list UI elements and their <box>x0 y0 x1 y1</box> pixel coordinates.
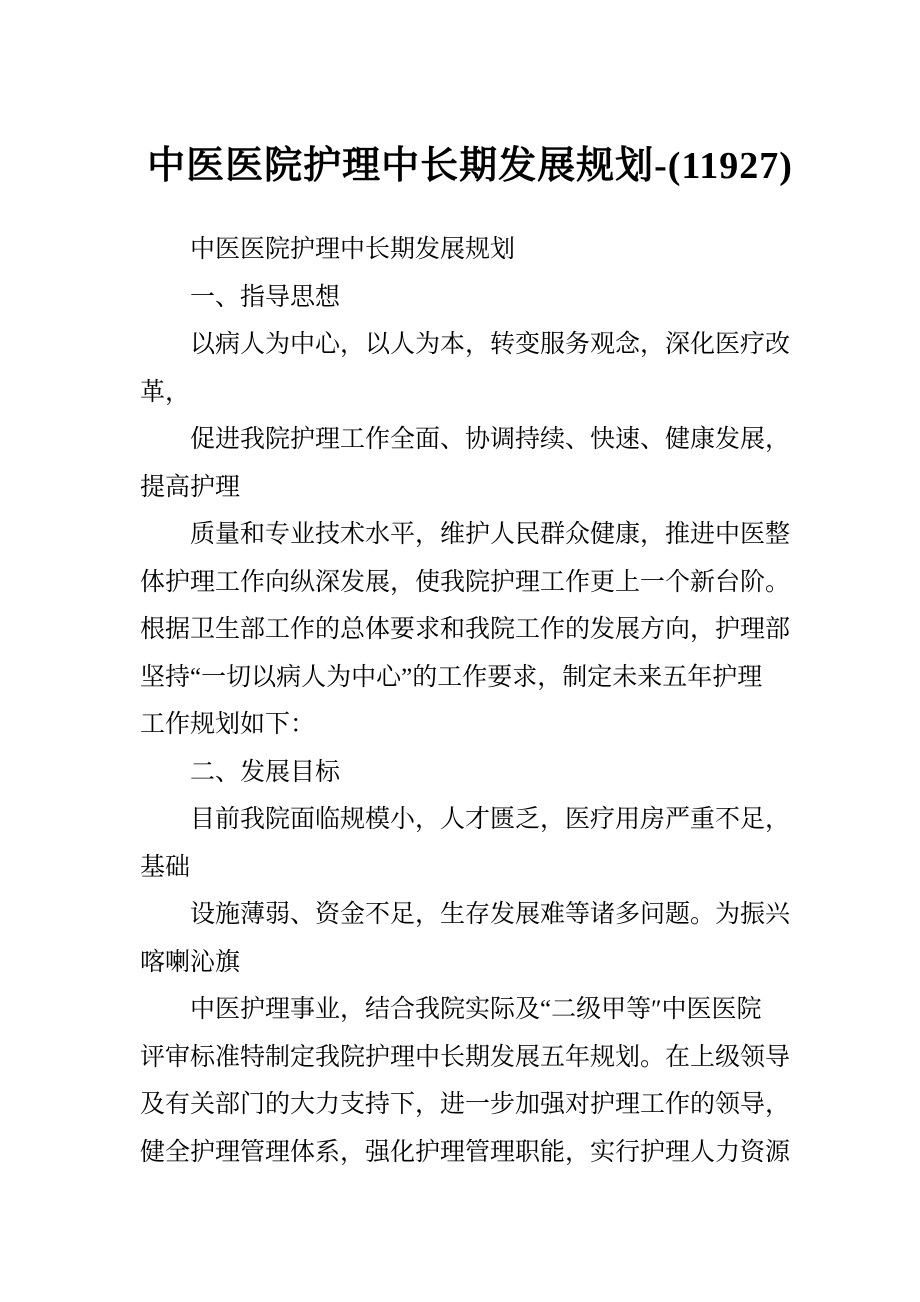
text-line: 坚持“一切以病人为中心”的工作要求，制定未来五年护理 <box>140 663 763 691</box>
text-line: 工作规划如下： <box>140 711 316 738</box>
text-line: 一、指导思想 <box>190 283 341 311</box>
text-line: 提高护理 <box>140 473 241 501</box>
text-line: 中医护理事业，结合我院实际及“二级甲等″中医医院 <box>190 996 762 1023</box>
document-title-block <box>140 142 800 190</box>
text-line: 评审标准特制定我院护理中长期发展五年规划。在上级领导 <box>140 1043 791 1071</box>
text-line: 二、发展目标 <box>190 758 341 786</box>
text-line: 目前我院面临规模小，人才匮乏，医疗用房严重不足， <box>190 806 791 833</box>
text-line: 及有关部门的大力支持下，进一步加强对护理工作的领导， <box>140 1091 791 1118</box>
document-title: 中医医院护理中长期发展规划-(11927) <box>147 145 793 187</box>
text-line: 体护理工作向纵深发展，使我院护理工作更上一个新台阶。 <box>140 568 791 596</box>
text-line: 革， <box>140 378 191 406</box>
text-line: 喀喇沁旗 <box>140 948 241 976</box>
text-line: 质量和专业技术水平，维护人民群众健康，推进中医整 <box>190 521 791 548</box>
text-line: 健全护理管理体系，强化护理管理职能，实行护理人力资源 <box>140 1138 791 1166</box>
text-line: 设施薄弱、资金不足，生存发展难等诸多问题。为振兴 <box>190 901 791 928</box>
text-line: 促进我院护理工作全面、协调持续、快速、健康发展， <box>190 426 791 453</box>
text-line: 基础 <box>140 853 191 881</box>
document-body <box>140 226 805 1176</box>
text-line: 以病人为中心，以人为本，转变服务观念，深化医疗改 <box>190 331 791 358</box>
text-line: 根据卫生部工作的总体要求和我院工作的发展方向，护理部 <box>140 616 791 643</box>
text-line: 中医医院护理中长期发展规划 <box>190 236 516 263</box>
